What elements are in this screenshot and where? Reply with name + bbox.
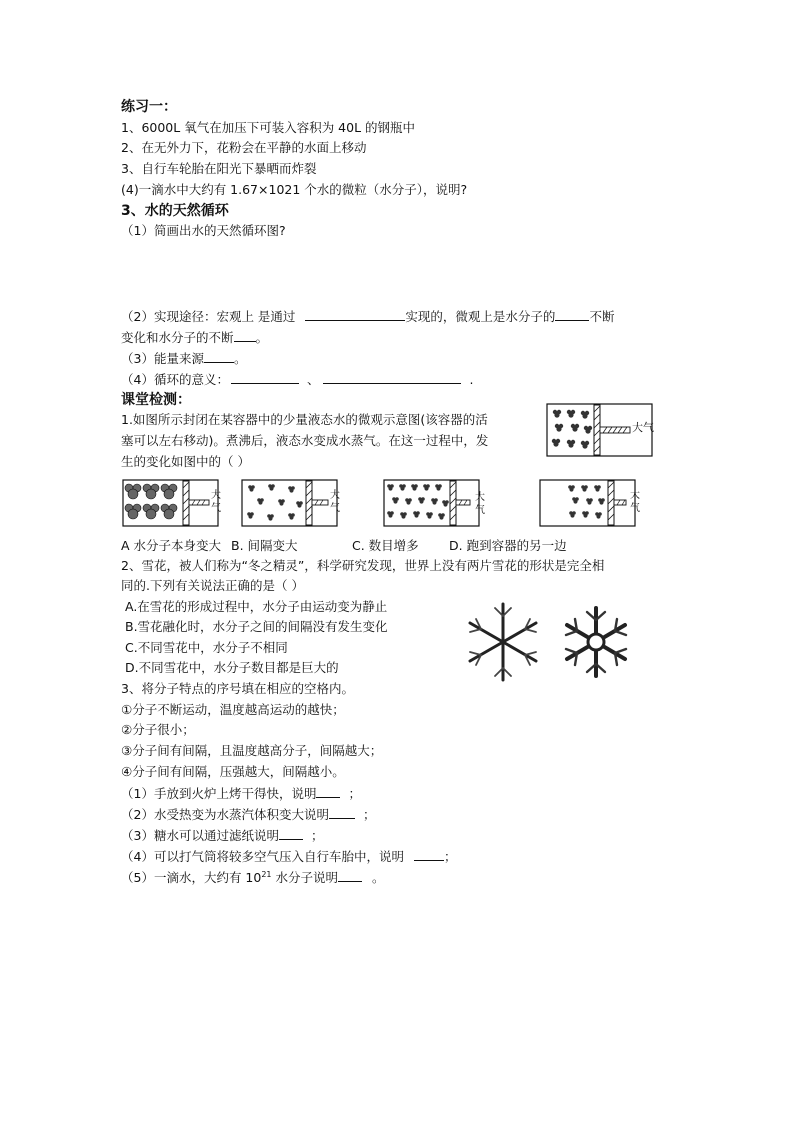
q3-feature-4: ④分子间有间隔，压强越大，间隔越小。 — [121, 764, 345, 779]
q3-feature-3: ③分子间有间隔，且温度越高分子，间隔越大； — [121, 743, 383, 758]
water-cycle-q2-line2 — [121, 329, 268, 346]
water-cycle-q1: （1）简画出水的天然循环图? — [121, 223, 286, 238]
classroom-q1-line3: 生的变化如图中的（ ） — [121, 454, 250, 469]
classroom-q2-line2: 同的.下列有关说法正确的是（ ） — [121, 578, 304, 593]
atmosphere-label-c-bottom: 气 — [475, 505, 485, 516]
q2-part-e: 。 — [255, 330, 269, 345]
atmosphere-label-a-top: 大 — [211, 490, 221, 501]
option-figure-c — [382, 478, 492, 528]
q3-item-3-blank[interactable] — [279, 827, 303, 840]
water-cycle-q2-line1 — [121, 308, 614, 325]
q2-blank-route[interactable] — [305, 308, 405, 321]
exercise-one-item-4: (4)一滴水中大约有 1.67×1021 个水的微粒（水分子），说明? — [121, 182, 468, 197]
water-cycle-q4 — [121, 371, 473, 388]
q2-part-c: 不断 — [589, 309, 615, 324]
q2-option-c[interactable]: C.不同雪花中，水分子不相同 — [125, 640, 288, 655]
q3-feature-1: ①分子不断运动，温度越高运动的越快； — [121, 702, 345, 717]
q3-item-5-text-b: 水分子说明 — [271, 870, 339, 885]
q3-part-a: （3）能量来源 — [121, 351, 204, 366]
q3-item-5-end: 。 — [372, 870, 385, 885]
q3-item-3 — [121, 827, 323, 844]
q2-part-d: 变化和水分子的不断 — [121, 330, 234, 345]
q1-option-d[interactable]: D. 跑到容器的另一边 — [449, 538, 567, 553]
q2-part-a: （2）实现途径：宏观上 是通过 — [121, 309, 296, 324]
q3-item-4-end: ； — [443, 849, 457, 864]
classroom-q1-line1: 1.如图所示封闭在某容器中的少量液态水的微观示意图(该容器的活 — [121, 412, 488, 427]
q3-blank-energy[interactable] — [204, 350, 234, 363]
q3-item-5-text-a: （5）一滴水，大约有 10 — [121, 870, 262, 885]
atmosphere-label-b-bottom: 气 — [330, 503, 340, 514]
atmosphere-label-d-bottom: 气 — [630, 503, 640, 514]
q3-item-1-blank[interactable] — [316, 785, 340, 798]
exercise-one-item-2: 2、在无外力下，花粉会在平静的水面上移动 — [121, 140, 367, 155]
q1-option-b[interactable]: B. 间隔变大 — [231, 538, 298, 553]
q2-blank-motion[interactable] — [234, 329, 256, 342]
q2-blank-state[interactable] — [555, 308, 589, 321]
q3-feature-2: ②分子很小； — [121, 722, 195, 737]
exercise-one-title: 练习一： — [121, 99, 177, 115]
q4-end: . — [469, 372, 474, 387]
atmosphere-label-b-top: 大 — [330, 490, 340, 501]
atmosphere-label-d-top: 大 — [630, 490, 640, 501]
q1-option-c[interactable]: C. 数目增多 — [352, 538, 419, 553]
q3-item-1-text: （1）手放到火炉上烤干得快，说明 — [121, 786, 317, 801]
exercise-one-item-1: 1、6000L 氧气在加压下可装入容积为 40L 的钢瓶中 — [121, 120, 416, 135]
water-cycle-title: 3、水的天然循环 — [121, 203, 229, 219]
q1-option-a[interactable]: A 水分子本身变大 — [121, 538, 222, 553]
classroom-q3-title: 3、将分子特点的序号填在相应的空格内。 — [121, 681, 354, 696]
water-cycle-q3 — [121, 350, 246, 367]
q3-item-4 — [121, 848, 456, 865]
classroom-title: 课堂检测： — [121, 392, 191, 408]
q3-item-4-blank[interactable] — [414, 848, 444, 861]
q3-item-5-blank[interactable] — [338, 869, 362, 882]
q3-part-b: 。 — [233, 351, 247, 366]
snowflake-image-2 — [556, 602, 636, 682]
q3-item-2-end: ； — [362, 807, 376, 822]
q3-item-1-end: ； — [348, 786, 361, 801]
atmosphere-label-c-top: 大 — [475, 492, 485, 503]
q2-option-a[interactable]: A.在雪花的形成过程中，水分子由运动变为静止 — [125, 599, 388, 614]
classroom-q2-line1: 2、雪花，被人们称为“冬之精灵”，科学研究发现，世界上没有两片雪花的形状是完全相 — [121, 558, 605, 573]
classroom-q1-line2: 塞可以左右移动)。煮沸后，液态水变成水蒸气。在这一过程中，发 — [121, 433, 489, 448]
q3-item-5-exponent: 21 — [261, 869, 272, 879]
q4-blank-1[interactable] — [231, 371, 299, 384]
container-figure-main — [545, 402, 660, 460]
q4-blank-2[interactable] — [323, 371, 461, 384]
q4-part-a: （4）循环的意义： — [121, 372, 229, 387]
q2-option-b[interactable]: B.雪花融化时，水分子之间的间隔没有发生变化 — [125, 619, 388, 634]
q4-sep: 、 — [306, 372, 320, 387]
option-figure-d — [538, 478, 648, 528]
q3-item-1 — [121, 785, 361, 802]
q3-item-5 — [121, 869, 385, 886]
atmosphere-label-a-bottom: 气 — [211, 503, 221, 514]
q3-item-3-end: ； — [310, 828, 324, 843]
q3-item-2-text: （2）水受热变为水蒸汽体积变大说明 — [121, 807, 329, 822]
exercise-one-item-3: 3、自行车轮胎在阳光下暴晒而炸裂 — [121, 161, 317, 176]
option-figure-a — [121, 478, 231, 528]
snowflake-image-1 — [458, 600, 548, 685]
q3-item-2-blank[interactable] — [329, 806, 355, 819]
q2-option-d[interactable]: D.不同雪花中，水分子数目都是巨大的 — [125, 660, 339, 675]
q3-item-2 — [121, 806, 375, 823]
q3-item-3-text: （3）糖水可以通过滤纸说明 — [121, 828, 279, 843]
atmosphere-label-main: 大气 — [632, 421, 654, 434]
option-figure-b — [240, 478, 350, 528]
q2-part-b: 实现的，微观上是水分子的 — [405, 309, 556, 324]
q3-item-4-text: （4）可以打气筒将较多空气压入自行车胎中，说明 — [121, 849, 404, 864]
